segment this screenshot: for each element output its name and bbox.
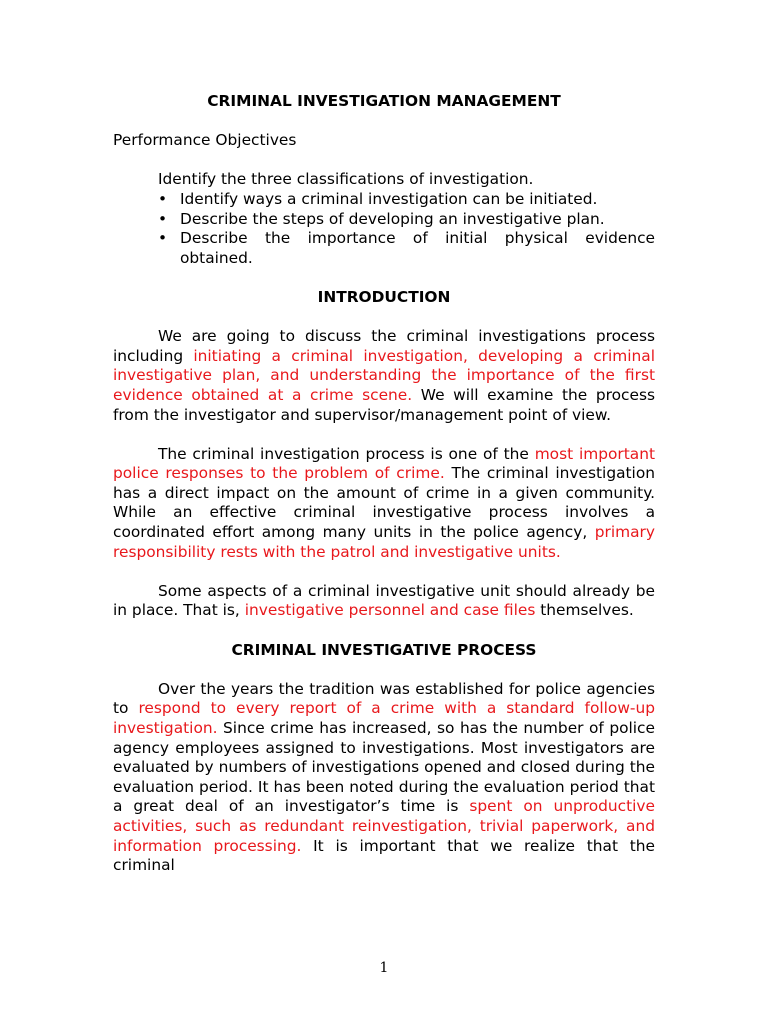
objective-text: Identify ways a criminal investigation can be initiated.: [180, 189, 598, 208]
objectives-list: [113, 190, 655, 268]
page-number: 1: [379, 960, 389, 976]
intro-paragraph-1: [113, 327, 655, 425]
spacer: [113, 621, 655, 641]
bullet-icon: •: [158, 209, 168, 228]
process-paragraph-1: [113, 680, 655, 876]
text-run: Since crime has increased, so has the number of police agency employees assigned to investigations. Most investigators are evaluated by numbers of investigations opened and closed during the evaluation period. It has been noted during the evaluation period that a great deal of an investigator’s time is: [113, 719, 655, 816]
bullet-icon: •: [158, 229, 168, 248]
spacer: [113, 308, 655, 328]
text-run: Over the years the tradition was established for police agencies to: [113, 679, 655, 718]
spacer: [113, 112, 655, 132]
intro-paragraph-3: [113, 582, 655, 621]
intro-paragraph-2: [113, 445, 655, 563]
highlighted-text: primary responsibility rests with the patrol and investigative units.: [113, 523, 655, 561]
objective-item: [158, 229, 655, 268]
document-page: [113, 92, 655, 876]
introduction-heading: INTRODUCTION: [317, 287, 451, 306]
objective-text: Describe the importance of initial physical evidence obtained.: [180, 229, 655, 267]
document-title: CRIMINAL INVESTIGATION MANAGEMENT: [207, 92, 561, 110]
text-run: themselves.: [535, 601, 634, 620]
highlighted-text: initiating a criminal investigation, developing a criminal investigative plan, and understanding the importance of the first evidence obtained at a crime scene.: [113, 346, 655, 404]
highlighted-text: most important police responses to the problem of crime.: [113, 444, 655, 483]
text-run: The criminal investigation has a direct impact on the amount of crime in a given community. While an effective criminal investigative process involves a coordinated effort among many units in the police agency,: [113, 464, 655, 542]
text-run: We are going to discuss the criminal investigations process including: [113, 327, 655, 365]
objective-item: [158, 190, 655, 210]
spacer: [113, 562, 655, 582]
text-run: The criminal investigation process is one of the: [158, 444, 535, 463]
objectives-lead: Identify the three classifications of investigation.: [158, 170, 534, 189]
highlighted-text: investigative personnel and case files: [244, 601, 536, 620]
spacer: [113, 268, 655, 288]
text-run: Some aspects of a criminal investigative unit should already be in place. That is,: [113, 581, 655, 620]
bullet-icon: •: [158, 189, 168, 208]
objective-item: [158, 210, 655, 230]
text-run: It is important that we realize that the criminal: [113, 836, 655, 875]
objectives-heading: Performance Objectives: [113, 131, 297, 150]
highlighted-text: spent on unproductive activities, such as redundant reinvestigation, trivial paperwork, and information processing.: [113, 797, 655, 855]
text-run: We will examine the process from the investigator and supervisor/management point of view.: [113, 385, 655, 424]
spacer: [113, 425, 655, 445]
objective-text: Describe the steps of developing an investigative plan.: [180, 209, 605, 228]
process-heading: CRIMINAL INVESTIGATIVE PROCESS: [231, 640, 537, 659]
spacer: [113, 660, 655, 680]
highlighted-text: respond to every report of a crime with a standard follow-up investigation.: [113, 699, 655, 737]
spacer: [113, 151, 655, 171]
